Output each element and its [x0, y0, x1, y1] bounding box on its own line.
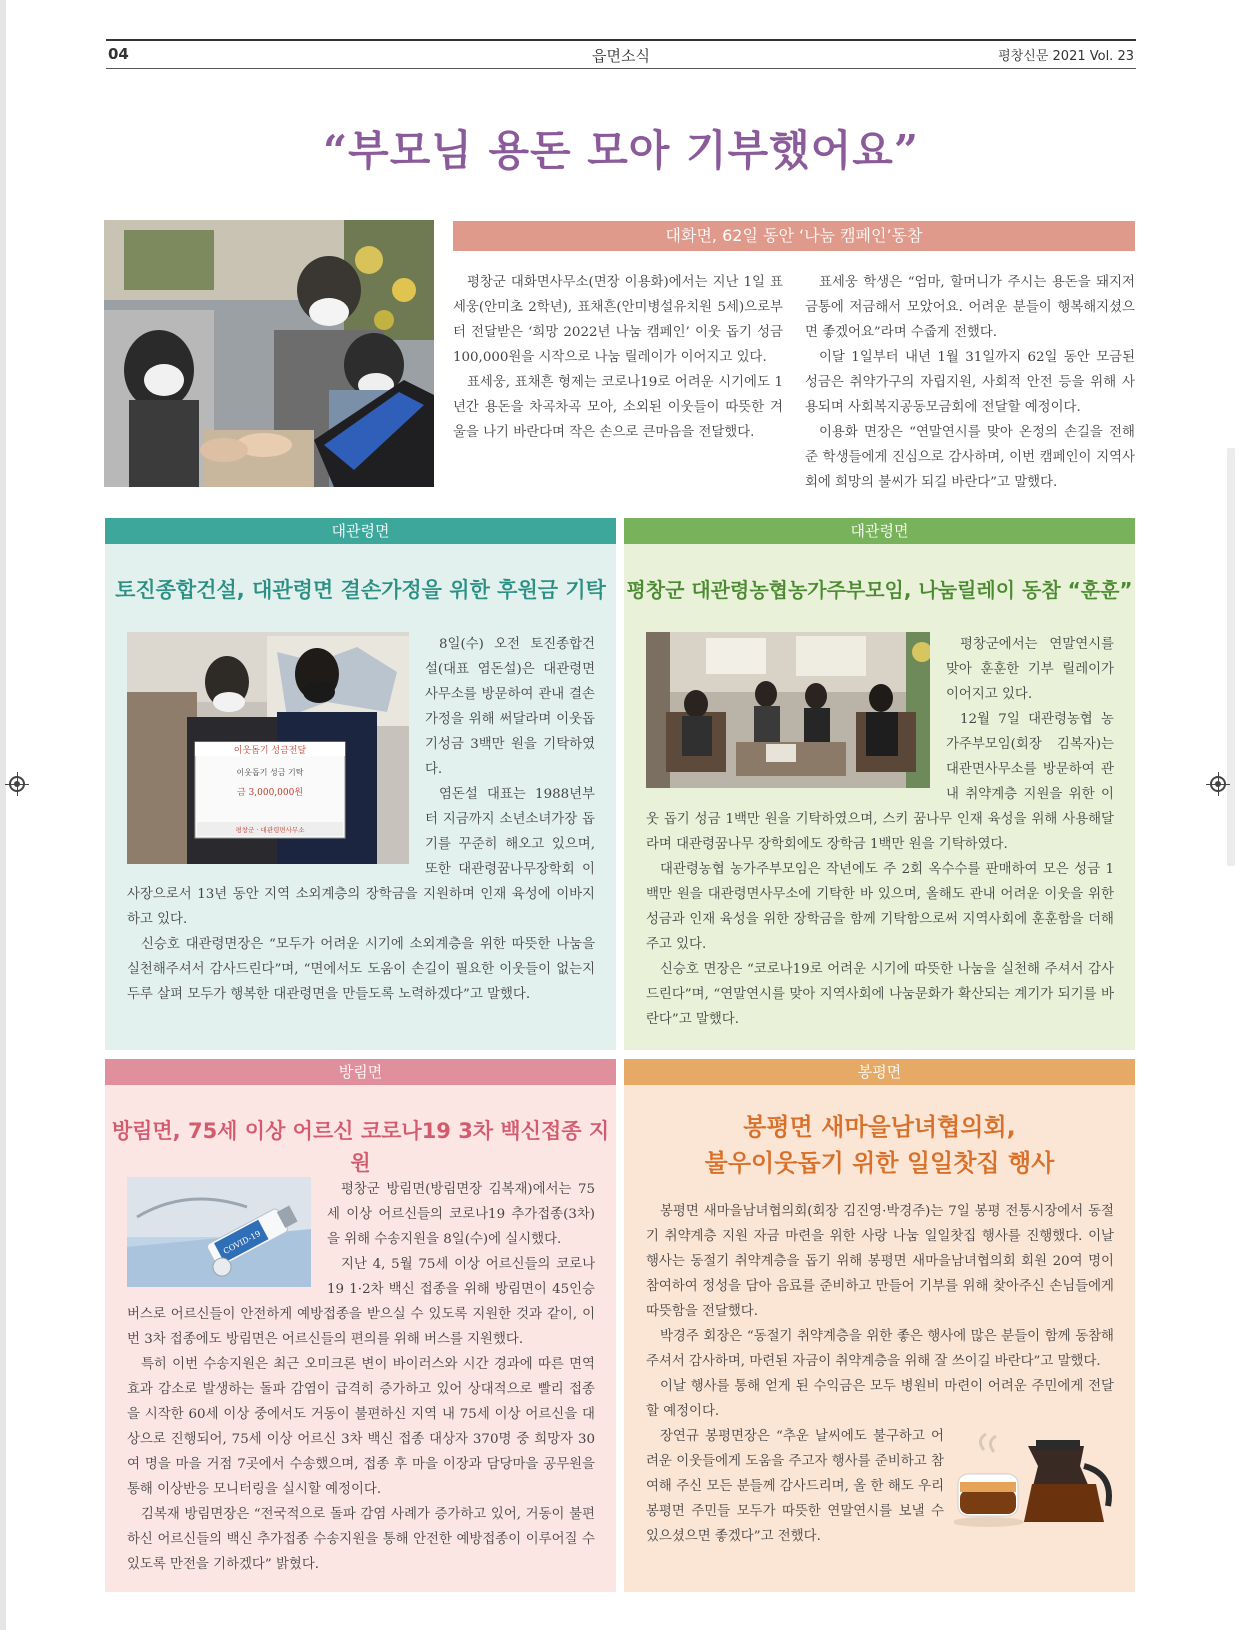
lead-paragraph: 이달 1일부터 내년 1월 31일까지 62일 동안 모금된 성금은 취약가구의 자립지원, 사회적 안전 등을 위해 사용되며 사회복지공동모금회에 전달할 예정이다.: [805, 350, 1135, 415]
article-paragraph: 대관령농협 농가주부모임은 작년에도 주 2회 옥수수를 판매하여 모은 성금 1백만 원을 대관령면사무소에 기탁한 바 있으며, 올해도 관내 어려운 이웃을 위한 성금과 인재 육성을 위한 장학금을 함께 기탁함으로써 지역사회에 훈훈함을 더해주고 있다.: [646, 862, 1114, 952]
page-edge: [0, 0, 6, 1630]
lead-column-2: [805, 270, 1135, 495]
article-box-daegwallyeong-1: [105, 518, 616, 1050]
main-headline: “부모님 용돈 모아 기부했어요”: [322, 126, 920, 175]
board-line: 이웃돕기 성금 기탁: [236, 768, 304, 777]
vial-label: COVID-19: [221, 1228, 263, 1257]
scrollbar[interactable]: [1227, 448, 1235, 866]
article-body: [646, 1199, 1114, 1549]
article-paragraph: 신승호 면장은 “코로나19로 어려운 시기에 따뜻한 나눔을 실천해 주셔서 감사드린다”며, “연말연시를 맞아 지역사회에 나눔문화가 확산되는 계기가 되기를 바란다”고 말했다.: [646, 962, 1114, 1027]
article-title-line-2: 불우이웃돕기 위한 일일찻집 행사: [704, 1149, 1055, 1177]
region-tab: 봉평면: [624, 1059, 1135, 1085]
lead-paragraph: 평창군 대화면사무소(면장 이용화)에서는 지난 1일 표세웅(안미초 2학년), 표채흔(안미병설유치원 5세)으로부터 전달받은 ‘희망 2022년 나눔 캠페인’ 이웃 돕기 성금 100,000원을 시작으로 나눔 릴레이가 이어지고 있다.: [453, 275, 783, 365]
coffee-illustration: [954, 1432, 1114, 1541]
lead-photo: [104, 220, 434, 487]
article-title-line-1: 봉평면 새마을남녀협의회,: [743, 1113, 1016, 1141]
article-paragraph: 봉평면 새마을남녀협의회(회장 김진영·박경주)는 7일 봉평 전통시장에서 동절기 취약계층 지원 자금 마련을 위한 사랑 나눔 일일찻집 행사를 진행했다. 이날 행사는 동절기 취약계층을 돕기 위해 봉평면 새마을남녀협의회 회원 20여 명이 참여하여 정성을 담아 음료를 준비하고 만들어 기부를 위해 찾아주신 손님들에게 따뜻함을 전달했다.: [646, 1204, 1114, 1319]
article-paragraph: 8일(수) 오전 토진종합건설(대표 염돈설)은 대관령면사무소를 방문하여 관내 결손가정을 위해 써달라며 이웃돕기성금 3백만 원을 기탁하였다.: [425, 637, 595, 777]
header-top-rule: [106, 39, 1136, 41]
article-paragraph: 특히 이번 수송지원은 최근 오미크론 변이 바이러스와 시간 경과에 따른 면역 효과 감소로 발생하는 돌파 감염이 급격히 증가하고 있어 상대적으로 빨리 접종을 시작한 60세 이상 중에서도 거동이 불편하신 지역 내 75세 이상 어르신을 대상으로 진행되어, 75세 이상 어르신 3차 백신 접종 대상자 370명 중 희망자 30여 명을 마을 거점 7곳에서 수송했으며, 접종 후 마을 이장과 담당마을 공무원을 통해 이상반응 모니터링을 실시할 예정이다.: [127, 1357, 595, 1497]
header-bottom-rule: [106, 68, 1136, 69]
article-box-bangnim: [105, 1059, 616, 1592]
board-title: 이웃돕기 성금전달: [233, 746, 307, 756]
article-photo: [646, 632, 930, 797]
region-tab: 대관령면: [105, 518, 616, 544]
article-paragraph: 12월 7일 대관령농협 농가주부모임(회장 김복자)는 대관면사무소를 방문하여 관내 취약계층 지원을 위한 이웃 돕기 성금 1백만 원을 기탁하였으며, 스키 꿈나무 인재 육성을 위해 사용해달라며 대관령꿈나무 장학회에도 장학금 1백만 원을 기탁하였다.: [646, 712, 1114, 852]
lead-paragraph: 표세웅, 표채흔 형제는 코로나19로 어려운 시기에도 1년간 용돈을 차곡차곡 모아, 소외된 이웃들이 따뜻한 겨울을 나기 바란다며 작은 손으로 큰마음을 전달했다.: [453, 375, 783, 440]
article-paragraph: 평창군 방림면(방림면장 김복재)에서는 75세 이상 어르신들의 코로나19 추가접종(3차)을 위해 수송지원을 8일(수)에 실시했다.: [327, 1182, 595, 1247]
article-paragraph: 박경주 회장은 “동절기 취약계층을 위한 좋은 행사에 많은 분들이 함께 동참해 주셔서 감사하며, 마련된 자금이 취약계층을 위해 잘 쓰이길 바란다”고 말했다.: [646, 1329, 1114, 1369]
article-paragraph: 염돈설 대표는 1988년부터 지금까지 소년소녀가장 돕기를 꾸준히 해오고 있으며, 또한 대관령꿈나무장학회 이사장으로서 13년 동안 지역 소외계층의 장학금을 지원하며 인재 육성에 이바지하고 있다.: [127, 787, 595, 927]
registration-mark-left: [9, 776, 25, 792]
section-name: 읍면소식: [592, 47, 650, 65]
article-paragraph: 평창군에서는 연말연시를 맞아 훈훈한 기부 릴레이가 이어지고 있다.: [946, 637, 1114, 702]
region-tab: 방림면: [105, 1059, 616, 1085]
article-title: 평창군 대관령농협농가주부모임, 나눔릴레이 동참 “훈훈”: [626, 578, 1133, 602]
article-paragraph: 지난 4, 5월 75세 이상 어르신들의 코로나19 1·2차 백신 접종을 위해 방림면이 45인승 버스로 어르신들이 안전하게 예방접종을 받으실 수 있도록 지원한 것과 같이, 이번 3차 접종에도 방림면은 어르신들의 편의를 위해 버스를 지원했다.: [127, 1257, 595, 1347]
article-box-bongpyeong: [624, 1059, 1135, 1592]
lead-subheading-banner: 대화면, 62일 동안 ‘나눔 캠페인’동참: [453, 221, 1135, 251]
article-box-daegwallyeong-2: [624, 518, 1135, 1050]
lead-paragraph: 이용화 면장은 “연말연시를 맞아 온정의 손길을 전해준 학생들에게 진심으로 감사하며, 이번 캠페인이 지역사회에 희망의 불씨가 되길 바란다”고 말했다.: [805, 425, 1135, 490]
article-paragraph: 장연규 봉평면장은 “추운 날씨에도 불구하고 어려운 이웃들에게 도움을 주고자 행사를 준비하고 참여해 주신 모든 분들께 감사드리며, 올 한 해도 우리 봉평면 주민들 모두가 따뜻한 연말연시를 보낼 수 있으셨으면 좋겠다”고 전했다.: [646, 1429, 944, 1544]
article-body: [646, 632, 1114, 1032]
article-body: [127, 632, 595, 1007]
board-amount: 금 3,000,000원: [236, 788, 304, 798]
page-number: 04: [108, 45, 129, 63]
registration-mark-right: [1210, 776, 1226, 792]
article-title: 방림면, 75세 이상 어르신 코로나19 3차 백신접종 지원: [111, 1119, 610, 1175]
article-title: 토진종합건설, 대관령면 결손가정을 위한 후원금 기탁: [115, 578, 606, 602]
vaccine-photo: [127, 1177, 311, 1296]
article-paragraph: 김복재 방림면장은 “전국적으로 돌파 감염 사례가 증가하고 있어, 거동이 불편하신 어르신들의 백신 추가접종 수송지원을 통해 안전한 예방접종이 이루어질 수 있도록 만전을 기하겠다” 밝혔다.: [127, 1507, 595, 1572]
article-paragraph: 신승호 대관령면장은 “모두가 어려운 시기에 소외계층을 위한 따뜻한 나눔을 실천해주셔서 감사드린다”며, “면에서도 도움이 손길이 필요한 이웃들이 없는지 두루 살펴 모두가 행복한 대관령면을 만들도록 노력하겠다”고 말했다.: [127, 937, 595, 1002]
publication-info: 평창신문 2021 Vol. 23: [998, 49, 1134, 64]
board-footer: 평창군 · 대관령면사무소: [235, 826, 305, 834]
lead-column-1: [453, 270, 783, 445]
article-photo: [127, 632, 409, 873]
lead-paragraph: 표세웅 학생은 “엄마, 할머니가 주시는 용돈을 돼지저금통에 저금해서 모았어요. 어려운 분들이 행복해지셨으면 좋겠어요”라며 수줍게 전했다.: [805, 275, 1135, 340]
article-paragraph: 이날 행사를 통해 얻게 된 수익금은 모두 병원비 마련이 어려운 주민에게 전달할 예정이다.: [646, 1379, 1114, 1419]
region-tab: 대관령면: [624, 518, 1135, 544]
article-body: [127, 1177, 595, 1577]
